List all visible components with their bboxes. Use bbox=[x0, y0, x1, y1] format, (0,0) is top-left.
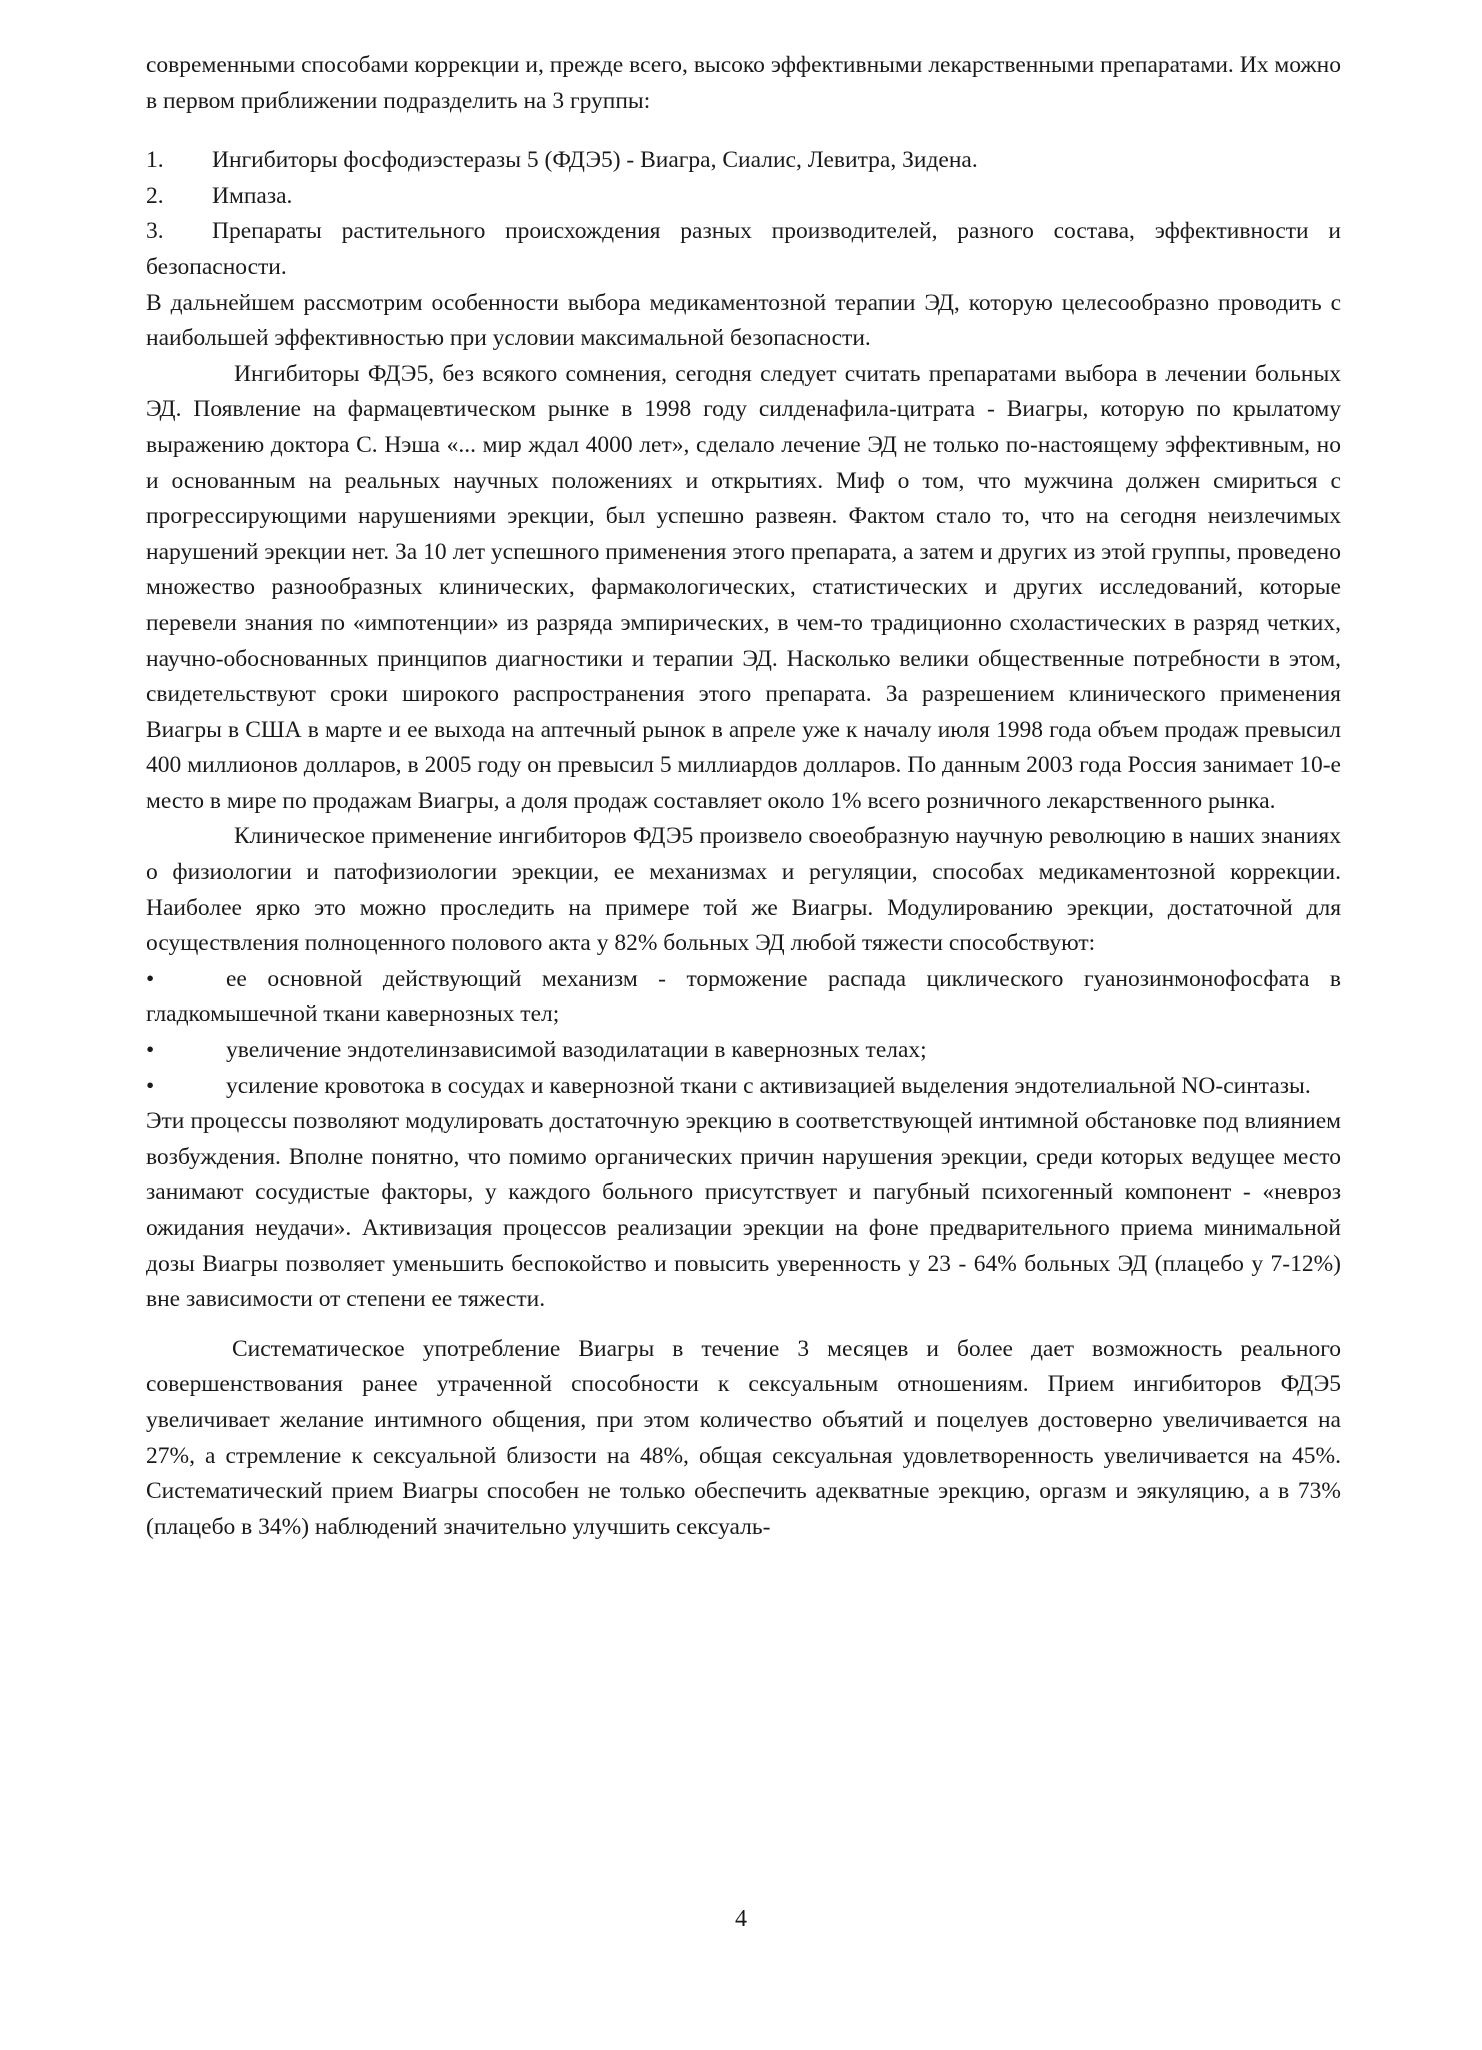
list-item bbox=[146, 179, 1341, 215]
intro-paragraph: современными способами коррекции и, прежде всего, высоко эффективными лекарственными препаратами. Их можно в первом приближении подразделить на 3 группы: bbox=[146, 52, 1341, 114]
bullet-icon: • bbox=[146, 965, 155, 992]
document-page bbox=[146, 48, 1341, 1545]
pde5-paragraph: Ингибиторы ФДЭ5, без всякого сомнения, сегодня следует считать препаратами выбора в лечении больных ЭД. Появление на фармацевтическом рынке в 1998 году силденафила-цитрата - Виагры, которую по крылатому выражению доктора С. Нэша «... мир ждал 4000 лет», сделало лечение ЭД не только по-настоящему эффективным, но и основанным на реальных научных положениях и открытиях. Миф о том, что мужчина должен смириться с прогрессирующими нарушениями эрекции, был успешно развеян. Фактом стало то, что на сегодня неизлечимых нарушений эрекции нет. За 10 лет успешного применения этого препарата, а затем и других из этой группы, проведено множество разнообразных клинических, фармакологических, статистических и других исследований, которые перевели знания по «импотенции» из разряда эмпирических, в чем-то традиционно схоластических в разряд четких, научно-обоснованных принципов диагностики и терапии ЭД. Насколько велики общественные потребности в этом, свидетельствуют сроки широкого распространения этого препарата. За разрешением клинического применения Виагры в США в марте и ее выхода на аптечный рынок в апреле уже к началу июля 1998 года объем продаж превысил 400 миллионов долларов, в 2005 году он превысил 5 миллиардов долларов. По данным 2003 года Россия занимает 10-е место в мире по продажам Виагры, а доля продаж составляет около 1% всего розничного лекарственного рынка. bbox=[146, 360, 1341, 814]
bullet-icon: • bbox=[146, 1072, 155, 1099]
mechanisms-list bbox=[146, 962, 1341, 1104]
list-text: усиление кровотока в сосудах и кавернозной ткани с активизацией выделения эндотелиальной NO-синтазы. bbox=[226, 1072, 1311, 1099]
drug-groups-list bbox=[146, 143, 1341, 285]
list-item bbox=[146, 962, 1341, 1033]
list-number: 2. bbox=[146, 182, 164, 209]
clinical-paragraph: Клиническое применение ингибиторов ФДЭ5 произвело своеобразную научную революцию в наших знаниях о физиологии и патофизиологии эрекции, ее механизмах и регуляции, способах медикаментозной коррекции. Наиболее ярко это можно проследить на примере той же Виагры. Модулированию эрекции, достаточной для осуществления полноценного полового акта у 82% больных ЭД любой тяжести способствуют: bbox=[146, 823, 1341, 957]
list-text: Препараты растительного происхождения разных производителей, разного состава, эффективности и безопасности. bbox=[146, 218, 1341, 280]
list-item bbox=[146, 1069, 1341, 1105]
systematic-paragraph: Систематическое употребление Виагры в течение 3 месяцев и более дает возможность реального совершенствования ранее утраченной способности к сексуальным отношениям. Прием ингибиторов ФДЭ5 увеличивает желание интимного общения, при этом количество объятий и поцелуев достоверно увеличивается на 27%, а стремление к сексуальной близости на 48%, общая сексуальная удовлетворенность увеличивается на 45%. Систематический прием Виагры способен не только обеспечить адекватные эрекцию, оргазм и эякуляцию, а в 73% (плацебо в 34%) наблюдений значительно улучшить сексуаль- bbox=[146, 1335, 1341, 1540]
bullet-icon: • bbox=[146, 1037, 155, 1064]
list-number: 3. bbox=[146, 218, 164, 245]
list-text: увеличение эндотелинзависимой вазодилатации в кавернозных телах; bbox=[226, 1037, 927, 1064]
list-text: Импаза. bbox=[212, 182, 293, 209]
list-item bbox=[146, 143, 1341, 179]
further-paragraph: В дальнейшем рассмотрим особенности выбора медикаментозной терапии ЭД, которую целесообразно проводить с наибольшей эффективностью при условии максимальной безопасности. bbox=[146, 289, 1341, 352]
page-number: 4 bbox=[735, 1906, 747, 1932]
list-item bbox=[146, 1033, 1341, 1069]
list-item bbox=[146, 214, 1341, 285]
processes-paragraph: Эти процессы позволяют модулировать достаточную эрекцию в соответствующей интимной обстановке под влиянием возбуждения. Вполне понятно, что помимо органических причин нарушения эрекции, среди которых ведущее место занимают сосудистые факторы, у каждого больного присутствует и пагубный психогенный компонент - «невроз ожидания неудачи». Активизация процессов реализации эрекции на фоне предварительного приема минимальной дозы Виагры позволяет уменьшить беспокойство и повысить уверенность у 23 - 64% больных ЭД (плацебо у 7-12%) вне зависимости от степени ее тяжести. bbox=[146, 1108, 1341, 1313]
list-text: ее основной действующий механизм - торможение распада циклического гуанозинмонофосфата в гладкомышечной ткани кавернозных тел; bbox=[146, 965, 1341, 1028]
list-text: Ингибиторы фосфодиэстеразы 5 (ФДЭ5) - Виагра, Сиалис, Левитра, Зидена. bbox=[212, 147, 978, 174]
list-number: 1. bbox=[146, 147, 164, 174]
